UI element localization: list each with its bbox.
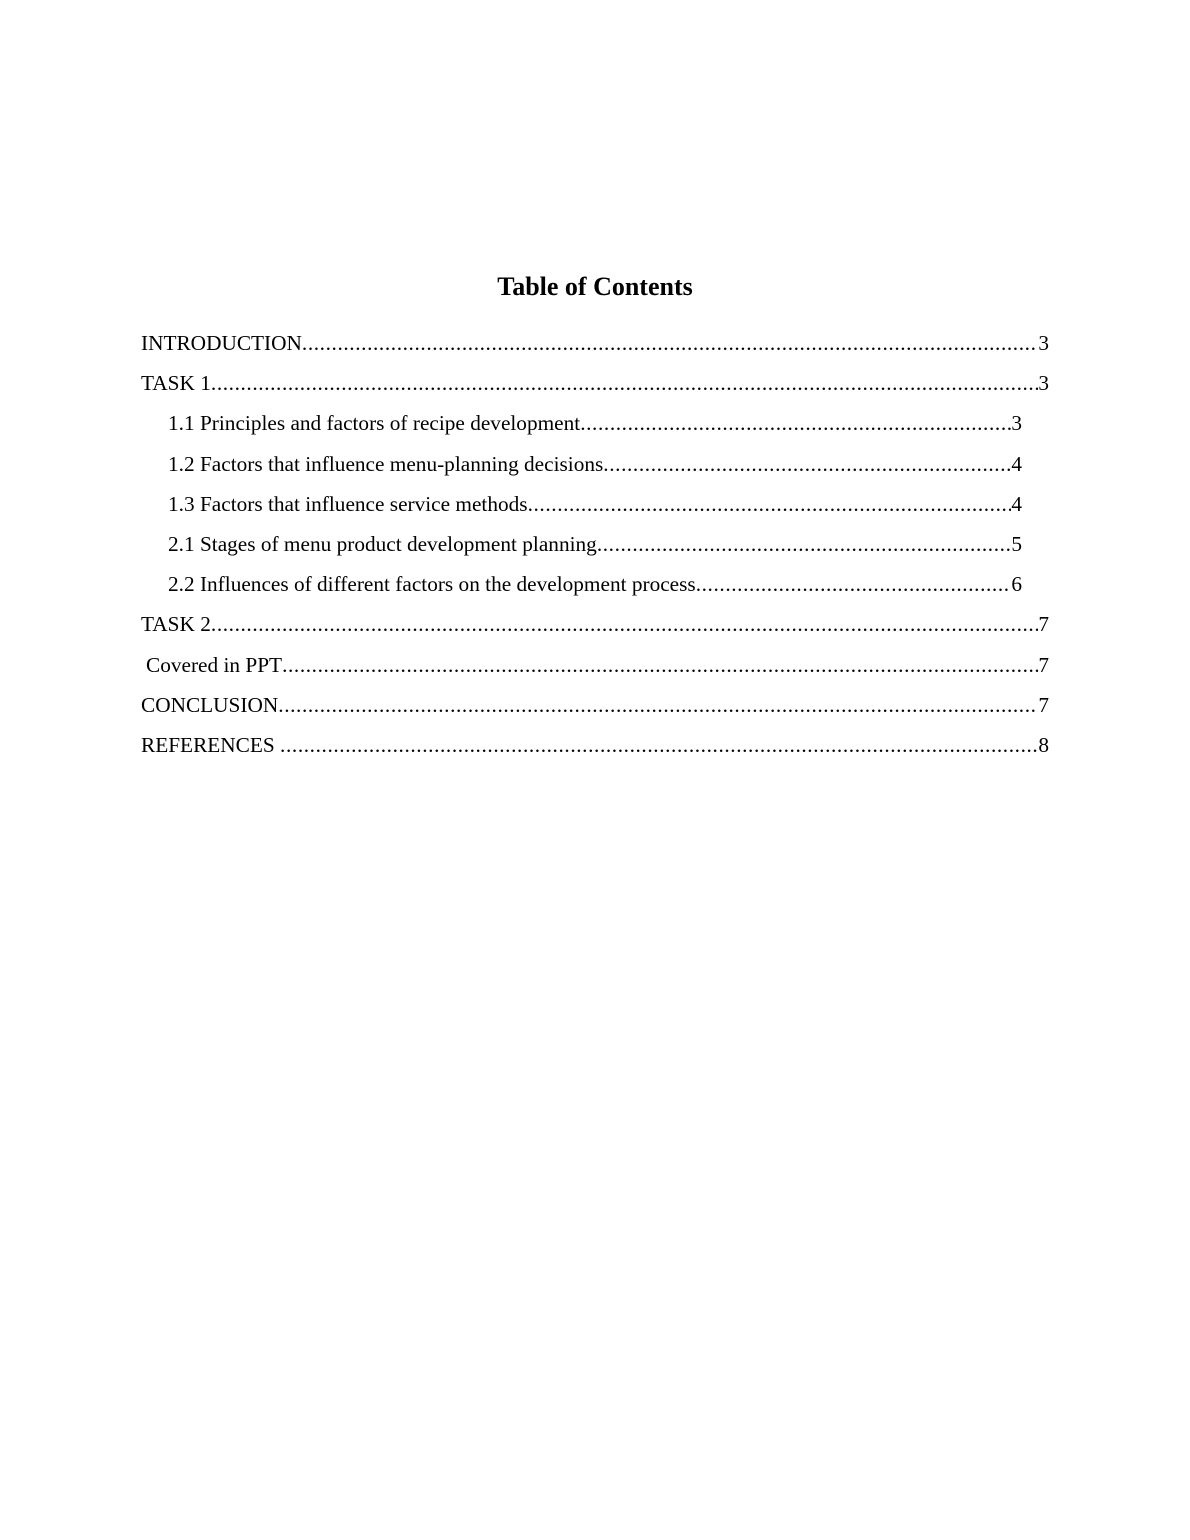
toc-entry-1-1[interactable]: [168, 403, 1022, 443]
toc-entry-page: 6: [1011, 572, 1022, 597]
toc-entry-page: 4: [1011, 451, 1022, 476]
toc-entry-1-2[interactable]: [168, 444, 1022, 484]
toc-dot-leader: [211, 604, 1038, 644]
toc-entry-label: Covered in PPT: [146, 652, 283, 677]
toc-entry-page: 3: [1011, 411, 1022, 436]
toc-entry-references[interactable]: [141, 725, 1049, 765]
toc-dot-leader: [696, 564, 1012, 604]
toc-entry-page: 7: [1038, 692, 1049, 717]
toc-entry-label: 2.2 Influences of different factors on the development process: [168, 572, 696, 597]
toc-entry-label: 1.3 Factors that influence service methods: [168, 491, 528, 516]
toc-entry-introduction[interactable]: [141, 323, 1049, 363]
toc-entry-page: 3: [1038, 331, 1049, 355]
toc-title: Table of Contents: [497, 272, 693, 301]
toc-entry-conclusion[interactable]: [141, 685, 1049, 725]
toc-entry-page: 7: [1038, 652, 1049, 677]
toc-entry-2-2[interactable]: [168, 564, 1022, 604]
toc-dot-leader: [280, 725, 1038, 765]
toc-dot-leader: [603, 444, 1011, 484]
toc-entry-task-2[interactable]: [141, 604, 1049, 644]
toc-entry-1-3[interactable]: [168, 484, 1022, 524]
toc-dot-leader: [282, 645, 1038, 685]
toc-dot-leader: [580, 403, 1011, 443]
toc-entry-page: 4: [1011, 491, 1022, 516]
toc-entry-label: REFERENCES: [141, 732, 281, 757]
toc-dot-leader: [302, 323, 1038, 363]
toc-entry-covered-in-ppt[interactable]: [146, 645, 1049, 685]
toc-entry-label: 2.1 Stages of menu product development planning: [168, 531, 597, 556]
toc-dot-leader: [528, 484, 1012, 524]
toc-dot-leader: [597, 524, 1012, 564]
toc-entry-label: TASK 1: [141, 371, 211, 396]
toc-entry-label: CONCLUSION: [141, 692, 279, 717]
toc-entry-label: INTRODUCTION: [141, 331, 302, 355]
toc-dot-leader: [211, 363, 1038, 403]
toc-entry-page: 5: [1011, 531, 1022, 556]
toc-entry-page: 7: [1038, 612, 1049, 637]
toc-list: [0, 323, 1190, 765]
toc-entry-page: 8: [1038, 732, 1049, 757]
toc-entry-label: 1.1 Principles and factors of recipe development: [168, 411, 581, 436]
toc-entry-2-1[interactable]: [168, 524, 1022, 564]
toc-entry-label: 1.2 Factors that influence menu-planning decisions: [168, 451, 604, 476]
toc-entry-label: TASK 2: [141, 612, 211, 637]
toc-entry-page: 3: [1038, 371, 1049, 396]
toc-entry-task-1[interactable]: [141, 363, 1049, 403]
toc-dot-leader: [278, 685, 1038, 725]
